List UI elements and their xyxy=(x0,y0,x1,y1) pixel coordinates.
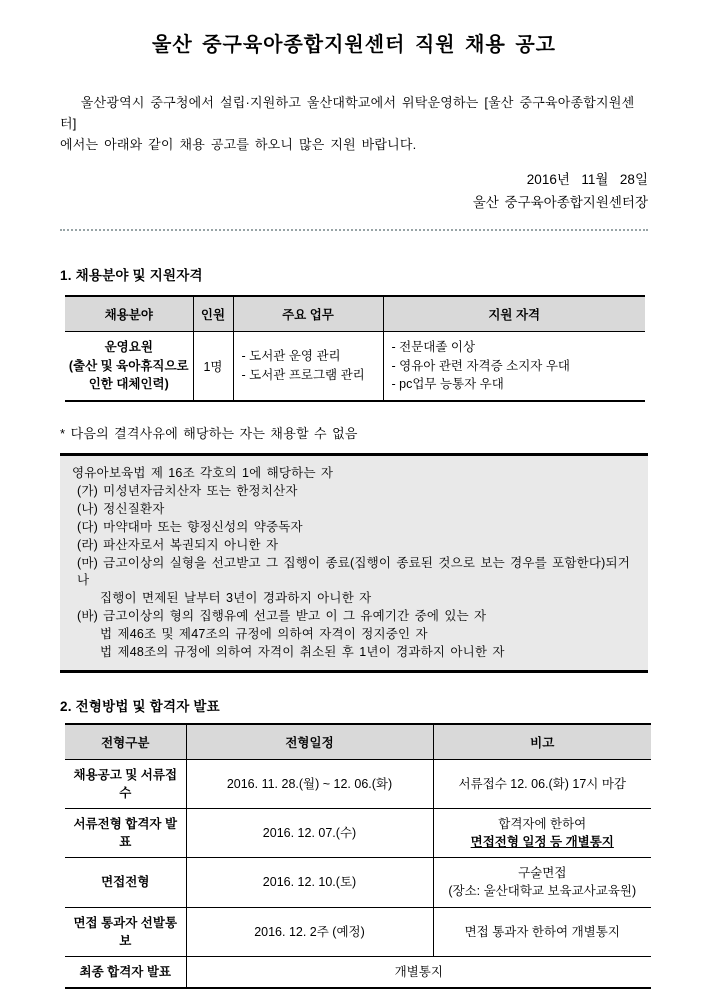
box-line: (바) 금고이상의 형의 집행유예 선고를 받고 이 그 유예기간 중에 있는 자 xyxy=(77,609,487,624)
remarks-line: 합격자에 한하여 xyxy=(498,817,587,832)
cell-merged-notice: 개별통지 xyxy=(186,956,651,988)
cell-stage: 면접 통과자 선발통보 xyxy=(65,907,186,956)
field-line: (출산 및 육아휴직으로 xyxy=(68,358,189,373)
box-line: 법 제46조 및 제47조의 규정에 의하여 자격이 정지중인 자 xyxy=(100,627,428,642)
cell-remarks: 면접 통과자 한하여 개별통지 xyxy=(433,907,651,956)
box-line: (다) 마약대마 또는 향정신성의 약중독자 xyxy=(77,519,303,534)
box-line: (나) 정신질환자 xyxy=(77,501,165,516)
section1-heading: 1. 채용분야 및 지원자격 xyxy=(60,267,203,283)
box-line: 영유아보육법 제 16조 각호의 1에 해당하는 자 xyxy=(72,466,334,481)
field-line: 운영요원 xyxy=(104,339,153,354)
cell-headcount: 1명 xyxy=(193,331,233,401)
duty-line: - 도서관 운영 관리 xyxy=(241,349,341,364)
cell-remarks: 서류접수 12. 06.(화) 17시 마감 xyxy=(433,759,651,808)
intro-line-1: 울산광역시 중구청에서 설립·지원하고 울산대학교에서 위탁운영하는 [울산 중구육아종합지원센터] xyxy=(60,95,635,131)
cell-duties xyxy=(233,331,383,401)
box-line: 법 제48조의 규정에 의하여 자격이 취소된 후 1년이 경과하지 아니한 자 xyxy=(100,644,505,659)
qualification-line: - 영유아 관련 자격증 소지자 우대 xyxy=(391,358,571,373)
column-header-remarks: 비고 xyxy=(433,724,651,760)
document-date: 2016년 11월 28일 xyxy=(526,172,648,188)
qualification-line: - 전문대졸 이상 xyxy=(391,339,476,354)
table-row-document-result xyxy=(65,809,651,858)
column-header-stage: 전형구분 xyxy=(65,724,186,760)
cell-field xyxy=(65,331,193,401)
cell-qualifications xyxy=(383,331,645,401)
column-header-field: 채용분야 xyxy=(65,296,193,332)
cell-stage: 최종 합격자 발표 xyxy=(65,956,186,988)
recruitment-field-table xyxy=(65,295,645,402)
box-line: 집행이 면제된 날부터 3년이 경과하지 아니한 자 xyxy=(100,591,372,606)
column-header-headcount: 인원 xyxy=(193,296,233,332)
intro-paragraph xyxy=(60,93,648,155)
cell-schedule: 2016. 12. 10.(토) xyxy=(186,858,433,907)
cell-stage: 면접전형 xyxy=(65,858,186,907)
cell-schedule: 2016. 11. 28.(월) ~ 12. 06.(화) xyxy=(186,759,433,808)
cell-remarks xyxy=(433,858,651,907)
field-line: 인한 대체인력) xyxy=(88,377,169,392)
dotted-divider xyxy=(60,229,648,231)
qualification-line: - pc업무 능통자 우대 xyxy=(391,377,504,392)
column-header-schedule: 전형일정 xyxy=(186,724,433,760)
cell-stage: 서류전형 합격자 발표 xyxy=(65,809,186,858)
column-header-duties: 주요 업무 xyxy=(233,296,383,332)
table-row-interview xyxy=(65,858,651,907)
duty-line: - 도서관 프로그램 관리 xyxy=(241,368,365,383)
cell-schedule: 2016. 12. 07.(수) xyxy=(186,809,433,858)
cell-stage: 채용공고 및 서류접수 xyxy=(65,759,186,808)
column-header-qualifications: 지원 자격 xyxy=(383,296,645,332)
intro-line-2: 에서는 아래와 같이 채용 공고를 하오니 많은 지원 바랍니다. xyxy=(60,136,417,152)
remarks-line-emphasized: 면접전형 일정 등 개별통지 xyxy=(470,835,614,850)
page-title: 울산 중구육아종합지원센터 직원 채용 공고 xyxy=(152,34,556,56)
table-row-final-result xyxy=(65,956,651,988)
date-signature-block xyxy=(60,169,648,214)
table-row xyxy=(65,331,645,401)
box-line: (마) 금고이상의 실형을 선고받고 그 집행이 종료(집행이 종료된 것으로 보는 경우를 포함한다)되거나 xyxy=(77,555,631,588)
disqualification-box xyxy=(60,453,648,673)
box-line: (가) 미성년자금치산자 또는 한정치산자 xyxy=(77,484,298,499)
cell-schedule: 2016. 12. 2주 (예정) xyxy=(186,907,433,956)
signature-line: 울산 중구육아종합지원센터장 xyxy=(472,194,648,210)
box-line: (라) 파산자로서 복권되지 아니한 자 xyxy=(77,537,279,552)
table-header-row xyxy=(65,724,651,760)
table-header-row xyxy=(65,296,645,332)
disqualification-note: * 다음의 결격사유에 해당하는 자는 채용할 수 없음 xyxy=(60,426,358,442)
remarks-line: (장소: 울산대학교 보육교사교육원) xyxy=(448,884,637,899)
section2-heading: 2. 전형방법 및 합격자 발표 xyxy=(60,698,220,714)
table-row-interview-result xyxy=(65,907,651,956)
cell-remarks xyxy=(433,809,651,858)
table-row-announcement xyxy=(65,759,651,808)
remarks-line: 구술면접 xyxy=(518,866,567,881)
